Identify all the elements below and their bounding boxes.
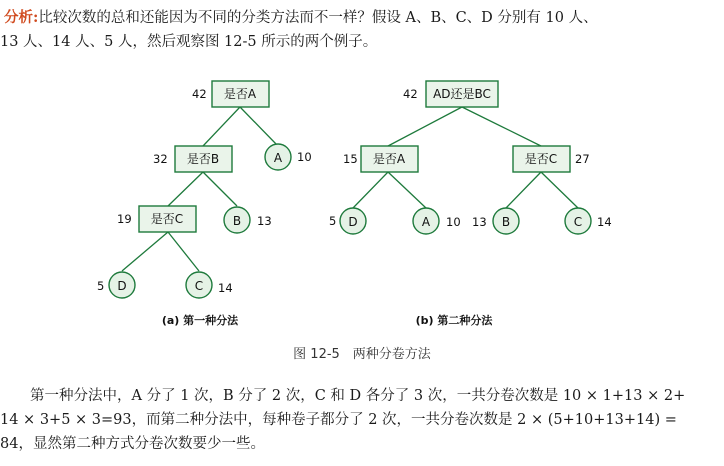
- tree-a-leaf-d: [97, 272, 135, 298]
- tree-b-leaf-a: [413, 208, 461, 234]
- intro-line-1: 分析:比较次数的总和还能因为不同的分类方法而不一样？假设 A、B、C、D 分别有 10 人、: [4, 9, 598, 26]
- explanation-paragraph: [0, 384, 685, 456]
- tree-b-subtitle: (b) 第二种分法: [415, 314, 493, 327]
- svg-text:19: 19: [117, 212, 132, 226]
- tree-b-leaf-c: [565, 208, 612, 234]
- svg-text:是否A: 是否A: [223, 87, 257, 101]
- tree-b-root: [403, 81, 498, 107]
- analysis-lead: 分析:: [4, 9, 39, 26]
- tree-b-node-is-c: [513, 146, 590, 172]
- svg-text:是否C: 是否C: [150, 212, 184, 226]
- svg-text:AD还是BC: AD还是BC: [433, 87, 491, 101]
- tree-a-leaf-a: [265, 144, 312, 170]
- svg-text:是否C: 是否C: [524, 152, 558, 166]
- figure-caption: 图 12-5 两种分卷方法: [293, 347, 431, 362]
- svg-text:C: C: [573, 215, 583, 229]
- tree-a-subtitle: (a) 第一种分法: [161, 314, 239, 327]
- svg-text:42: 42: [192, 87, 207, 101]
- svg-text:27: 27: [575, 152, 590, 166]
- tree-b-leaf-d: [329, 208, 366, 234]
- svg-text:13: 13: [257, 214, 272, 228]
- svg-text:A: A: [421, 215, 431, 229]
- explanation-line-2: 14 × 3+5 × 3=93，而第二种分法中，每种卷子都分了 2 次，一共分卷次数是 2 × (5+10+13+14) =: [0, 412, 677, 428]
- tree-b-node-is-a: [343, 146, 418, 172]
- svg-text:32: 32: [153, 152, 168, 166]
- svg-text:是否B: 是否B: [186, 152, 220, 166]
- tree-a-node-is-c: [117, 206, 196, 232]
- svg-text:42: 42: [403, 87, 418, 101]
- tree-a-root: [192, 81, 269, 107]
- svg-text:14: 14: [218, 281, 233, 295]
- svg-text:10: 10: [446, 215, 461, 229]
- tree-b-leaf-b: [472, 208, 519, 234]
- svg-text:10: 10: [297, 150, 312, 164]
- tree-a-edges: [122, 107, 278, 271]
- tree-a-leaf-c: [186, 272, 233, 298]
- svg-text:B: B: [232, 214, 242, 228]
- intro-line-2: 13 人、14 人、5 人，然后观察图 12-5 所示的两个例子。: [0, 34, 378, 50]
- tree-a-node-is-b: [153, 146, 232, 172]
- svg-text:B: B: [501, 215, 511, 229]
- svg-text:5: 5: [97, 279, 105, 293]
- svg-text:5: 5: [329, 214, 337, 228]
- svg-text:D: D: [117, 279, 127, 293]
- svg-text:D: D: [348, 215, 358, 229]
- svg-text:15: 15: [343, 152, 358, 166]
- svg-text:是否A: 是否A: [372, 152, 406, 166]
- svg-text:C: C: [194, 279, 204, 293]
- svg-text:A: A: [273, 151, 283, 165]
- explanation-line-3: 84，显然第二种方式分卷次数要少一些。: [0, 436, 265, 452]
- svg-text:14: 14: [597, 215, 612, 229]
- svg-text:13: 13: [472, 215, 487, 229]
- tree-a-leaf-b: [224, 207, 272, 233]
- explanation-line-1: 第一种分法中，A 分了 1 次，B 分了 2 次，C 和 D 各分了 3 次，一共分卷次数是 10 × 1+13 × 2+: [30, 388, 686, 404]
